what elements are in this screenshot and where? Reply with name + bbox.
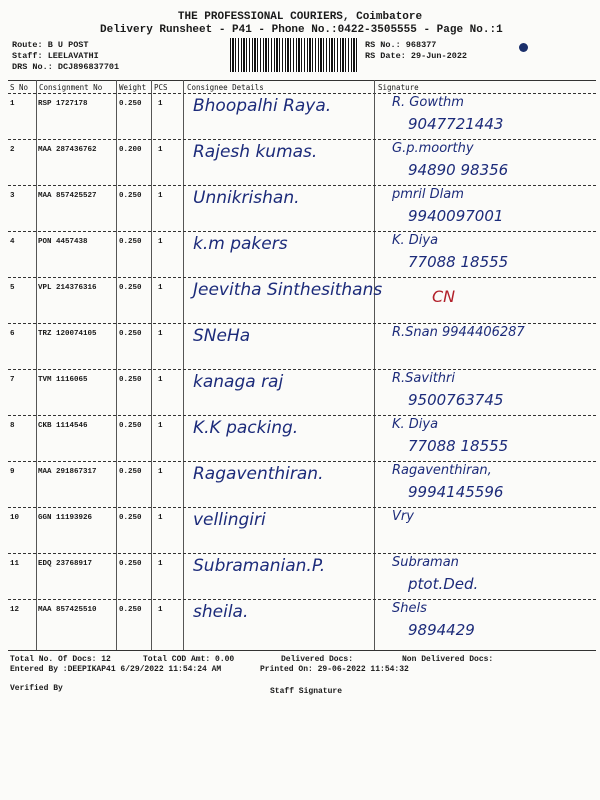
row-signature-phone: ptot.Ded. (408, 575, 479, 593)
row-consignment-no: EDQ 23768917 (38, 560, 93, 568)
row-weight: 0.250 (119, 192, 142, 200)
row-signature-phone: 9500763745 (408, 391, 504, 409)
row-weight: 0.250 (119, 100, 142, 108)
row-signature-phone: 9894429 (408, 621, 475, 639)
row-pcs: 1 (158, 284, 163, 292)
row-signature: Shels (392, 601, 427, 616)
column-header-weight: Weight (119, 83, 147, 92)
rs-number: RS No.: 968377 (365, 40, 437, 50)
row-signature-phone: 77088 18555 (408, 253, 509, 271)
column-header-consignee: Consignee Details (187, 83, 264, 92)
header-divider (8, 93, 596, 94)
row-consignment-no: MAA 287436762 (38, 146, 97, 154)
row-consignment-no: MAA 857425510 (38, 606, 97, 614)
staff-signature: Staff Signature (270, 687, 343, 696)
total-docs: Total No. Of Docs: 12 (10, 655, 111, 664)
row-consignment-no: CKB 1114546 (38, 422, 88, 430)
row-sno: 7 (10, 376, 15, 384)
non-delivered-docs: Non Delivered Docs: (402, 655, 494, 664)
row-consignee-name: Unnikrishan. (193, 188, 300, 208)
row-consignee-name: k.m pakers (193, 234, 288, 254)
row-consignee-name: Bhoopalhi Raya. (193, 96, 332, 116)
row-weight: 0.250 (119, 468, 142, 476)
page-subtitle: Delivery Runsheet - P41 - Phone No.:0422-3505555 - Page No.:1 (100, 24, 503, 36)
row-consignment-no: MAA 291867317 (38, 468, 97, 476)
row-consignee-name: vellingiri (193, 510, 266, 530)
column-divider (36, 80, 37, 650)
delivered-docs: Delivered Docs: (281, 655, 354, 664)
row-divider (8, 323, 596, 324)
drs-number: DRS No.: DCJ896837701 (12, 62, 120, 72)
row-sno: 9 (10, 468, 15, 476)
row-sno: 10 (10, 514, 20, 522)
printed-on: Printed On: 29-06-2022 11:54:32 (260, 665, 409, 674)
row-weight: 0.250 (119, 606, 142, 614)
row-pcs: 1 (158, 422, 163, 430)
row-divider (8, 185, 596, 186)
row-pcs: 1 (158, 330, 163, 338)
barcode-icon (230, 38, 358, 72)
row-consignee-name: Subramanian.P. (193, 556, 326, 576)
row-weight: 0.250 (119, 238, 142, 246)
row-divider (8, 507, 596, 508)
column-divider (374, 80, 375, 650)
row-divider (8, 277, 596, 278)
column-divider (116, 80, 117, 650)
row-consignment-no: TVM 1116065 (38, 376, 88, 384)
row-signature: Vry (392, 509, 414, 524)
row-signature: Ragaventhiran, (392, 463, 492, 478)
row-sno: 3 (10, 192, 15, 200)
total-cod: Total COD Amt: 0.00 (143, 655, 235, 664)
row-consignee-name: Rajesh kumas. (193, 142, 318, 162)
row-signature: Subraman (392, 555, 459, 570)
row-pcs: 1 (158, 238, 163, 246)
row-consignee-name: Ragaventhiran. (193, 464, 324, 484)
row-weight: 0.250 (119, 330, 142, 338)
row-consignment-no: GGN 11193926 (38, 514, 93, 522)
column-header-signature: Signature (378, 83, 419, 92)
column-divider (151, 80, 152, 650)
staff-label: Staff: LEELAVATHI (12, 51, 99, 61)
row-signature-phone: 9994145596 (408, 483, 504, 501)
row-pcs: 1 (158, 376, 163, 384)
row-pcs: 1 (158, 100, 163, 108)
row-signature: R.Savithri (392, 371, 455, 386)
table-top-border (8, 80, 596, 81)
row-divider (8, 415, 596, 416)
row-pcs: 1 (158, 468, 163, 476)
entered-by: Entered By :DEEPIKAP41 6/29/2022 11:54:24 AM (10, 665, 222, 674)
row-pcs: 1 (158, 560, 163, 568)
row-consignment-no: RSP 1727178 (38, 100, 88, 108)
row-signature: R.Snan 9944406287 (392, 325, 525, 340)
row-divider (8, 139, 596, 140)
row-sno: 2 (10, 146, 15, 154)
column-header-pcs: PCS (154, 83, 168, 92)
row-sno: 12 (10, 606, 20, 614)
row-divider (8, 553, 596, 554)
row-sno: 5 (10, 284, 15, 292)
row-consignee-name: K.K packing. (193, 418, 299, 438)
row-pcs: 1 (158, 146, 163, 154)
row-pcs: 1 (158, 514, 163, 522)
verified-by: Verified By (10, 684, 63, 693)
column-header-sno: S No (10, 83, 29, 92)
column-header-consignment: Consignment No (39, 83, 103, 92)
row-consignee-name: kanaga raj (193, 372, 284, 392)
rs-date: RS Date: 29-Jun-2022 (365, 51, 468, 61)
row-divider (8, 599, 596, 600)
row-signature-phone: 77088 18555 (408, 437, 509, 455)
row-divider (8, 369, 596, 370)
row-weight: 0.250 (119, 514, 142, 522)
row-sno: 6 (10, 330, 15, 338)
row-sno: 4 (10, 238, 15, 246)
row-sno: 11 (10, 560, 20, 568)
row-pcs: 1 (158, 606, 163, 614)
row-consignment-no: MAA 857425527 (38, 192, 97, 200)
column-divider (183, 80, 184, 650)
row-weight: 0.250 (119, 284, 142, 292)
row-signature: R. Gowthm (392, 95, 464, 110)
row-sno: 8 (10, 422, 15, 430)
row-consignment-no: VPL 214376316 (38, 284, 97, 292)
row-consignment-no: TRZ 120074105 (38, 330, 97, 338)
row-divider (8, 231, 596, 232)
row-signature: G.p.moorthy (392, 141, 474, 156)
route-label: Route: B U POST (12, 40, 89, 50)
row-signature-phone: 9047721443 (408, 115, 504, 133)
row-signature: CN (432, 287, 456, 306)
row-divider (8, 461, 596, 462)
row-pcs: 1 (158, 192, 163, 200)
ink-dot (519, 43, 528, 52)
row-signature-phone: 94890 98356 (408, 161, 509, 179)
page-title: THE PROFESSIONAL COURIERS, Coimbatore (177, 11, 423, 23)
row-signature: pmril Dlam (392, 187, 464, 202)
row-consignee-name: SNeHa (193, 326, 251, 346)
row-signature: K. Diya (392, 233, 439, 248)
row-weight: 0.250 (119, 376, 142, 384)
row-weight: 0.250 (119, 560, 142, 568)
table-bottom-border (8, 650, 596, 651)
row-weight: 0.250 (119, 422, 142, 430)
row-consignee-name: Jeevitha Sinthesithans (193, 280, 383, 300)
row-consignee-name: sheila. (193, 602, 249, 622)
row-consignment-no: PON 4457438 (38, 238, 88, 246)
row-sno: 1 (10, 100, 15, 108)
row-signature: K. Diya (392, 417, 439, 432)
row-signature-phone: 9940097001 (408, 207, 504, 225)
row-weight: 0.200 (119, 146, 142, 154)
